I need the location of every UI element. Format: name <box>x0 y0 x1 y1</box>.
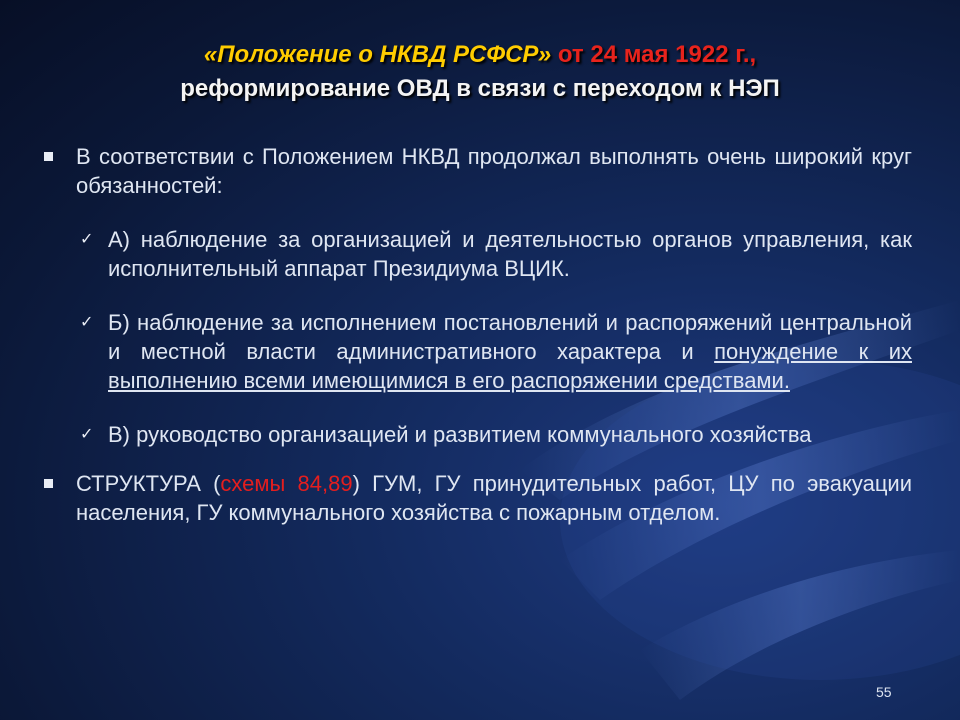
bullet-item-structure <box>40 469 912 527</box>
sub-bullet-b <box>40 308 912 395</box>
title-line-2: реформирование ОВД в связи с переходом к НЭП <box>180 75 780 102</box>
slide-title <box>40 38 920 106</box>
title-document-name: «Положение о НКВД РСФСР» <box>203 41 552 68</box>
sub-bullet-c <box>40 420 912 449</box>
structure-text-post: ) ГУМ, ГУ принудительных работ, ЦУ по эвакуации населения, ГУ коммунального хозяйства с пожарным отделом. <box>76 471 913 525</box>
square-bullet-icon <box>44 479 53 488</box>
bullet-item-duties <box>40 142 912 200</box>
sub-bullet-text: Б) наблюдение за исполнением постановлений и распоряжений центральной и местной власти административного характера и <box>108 310 912 364</box>
schemes-link[interactable]: схемы 84,89 <box>220 471 353 496</box>
title-line-1 <box>40 38 920 72</box>
title-date: от 24 мая 1922 г., <box>551 41 757 68</box>
square-bullet-icon <box>44 152 53 161</box>
checkmark-bullet-icon: ✓ <box>80 314 94 331</box>
sub-bullet-a <box>40 225 912 283</box>
sub-bullet-text: А) наблюдение за организацией и деятельностью органов управления, как исполнительный аппарат Президиума ВЦИК. <box>108 227 912 281</box>
page-number: 55 <box>876 684 892 700</box>
sub-bullet-text: В) руководство организацией и развитием коммунального хозяйства <box>108 422 812 447</box>
checkmark-bullet-icon: ✓ <box>80 426 94 443</box>
structure-text-pre: СТРУКТУРА ( <box>76 471 221 496</box>
bullet-text: В соответствии с Положением НКВД продолжал выполнять очень широкий круг обязанностей: <box>76 144 912 198</box>
underlined-text: понуждение к их выполнению всеми имеющимися в его распоряжении средствами. <box>108 339 912 393</box>
checkmark-bullet-icon: ✓ <box>80 231 94 248</box>
slide-content <box>40 140 912 527</box>
